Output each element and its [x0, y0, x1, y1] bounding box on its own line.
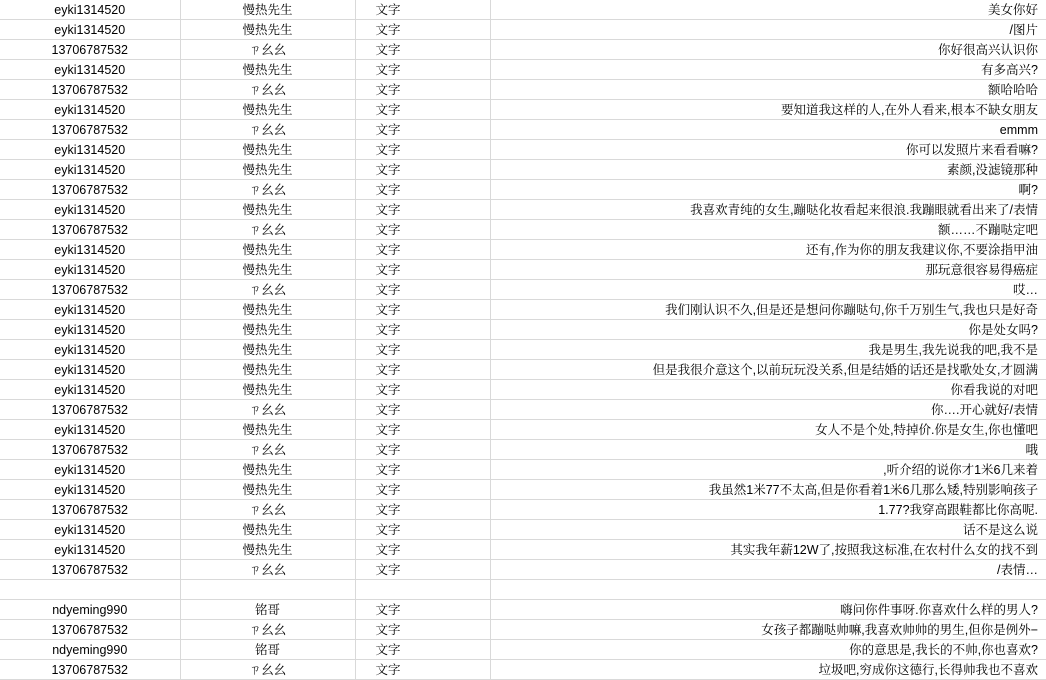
cell-account[interactable]: eyki1314520	[0, 140, 180, 160]
cell-type[interactable]: 文字	[355, 320, 490, 340]
cell-type[interactable]: 文字	[355, 260, 490, 280]
cell-type[interactable]: 文字	[355, 100, 490, 120]
cell-account[interactable]: eyki1314520	[0, 0, 180, 20]
cell-type[interactable]: 文字	[355, 500, 490, 520]
cell-message[interactable]: 哦	[490, 440, 1046, 460]
table-row[interactable]	[0, 260, 1046, 280]
cell-message[interactable]: 你好很高兴认识你	[490, 40, 1046, 60]
cell-type[interactable]: 文字	[355, 520, 490, 540]
table-row[interactable]	[0, 140, 1046, 160]
cell-type[interactable]: 文字	[355, 460, 490, 480]
table-row[interactable]	[0, 540, 1046, 560]
table-row[interactable]	[0, 600, 1046, 620]
cell-account[interactable]: 13706787532	[0, 660, 180, 680]
cell-type[interactable]: 文字	[355, 360, 490, 380]
cell-message[interactable]: 我喜欢青纯的女生,蹦哒化妆看起来很浪.我蹦眼就看出来了/表情	[490, 200, 1046, 220]
cell-type[interactable]: 文字	[355, 60, 490, 80]
cell-message[interactable]: 哎…	[490, 280, 1046, 300]
cell-message[interactable]: 女人不是个处,特掉价.你是女生,你也懂吧	[490, 420, 1046, 440]
table-row[interactable]	[0, 400, 1046, 420]
table-row[interactable]	[0, 380, 1046, 400]
cell-account[interactable]: eyki1314520	[0, 200, 180, 220]
table-row[interactable]	[0, 440, 1046, 460]
cell-nickname[interactable]: ㄗ幺幺	[180, 280, 355, 300]
cell-account[interactable]: eyki1314520	[0, 520, 180, 540]
cell-nickname[interactable]: 慢热先生	[180, 380, 355, 400]
cell-nickname[interactable]: 慢热先生	[180, 260, 355, 280]
cell-nickname[interactable]: 慢热先生	[180, 160, 355, 180]
cell-nickname[interactable]: ㄗ幺幺	[180, 180, 355, 200]
cell-nickname[interactable]: 慢热先生	[180, 20, 355, 40]
cell-type[interactable]: 文字	[355, 300, 490, 320]
cell-message[interactable]: 还有,作为你的朋友我建议你,不要涂指甲油	[490, 240, 1046, 260]
cell-account[interactable]: 13706787532	[0, 280, 180, 300]
cell-type[interactable]: 文字	[355, 660, 490, 680]
cell-account[interactable]: eyki1314520	[0, 340, 180, 360]
cell-nickname[interactable]: 慢热先生	[180, 360, 355, 380]
cell-message[interactable]: 你的意思是,我长的不帅,你也喜欢?	[490, 640, 1046, 660]
cell-account[interactable]: eyki1314520	[0, 460, 180, 480]
cell-type[interactable]: 文字	[355, 0, 490, 20]
cell-account[interactable]: 13706787532	[0, 500, 180, 520]
cell-account[interactable]: eyki1314520	[0, 100, 180, 120]
cell-type[interactable]	[355, 580, 490, 600]
table-row[interactable]	[0, 60, 1046, 80]
cell-message[interactable]: 要知道我这样的人,在外人看来,根本不缺女朋友	[490, 100, 1046, 120]
cell-message[interactable]: 你看我说的对吧	[490, 380, 1046, 400]
cell-account[interactable]: 13706787532	[0, 80, 180, 100]
cell-type[interactable]: 文字	[355, 240, 490, 260]
cell-type[interactable]: 文字	[355, 380, 490, 400]
cell-nickname[interactable]: ㄗ幺幺	[180, 400, 355, 420]
cell-account[interactable]: 13706787532	[0, 440, 180, 460]
cell-nickname[interactable]	[180, 580, 355, 600]
cell-nickname[interactable]: 慢热先生	[180, 480, 355, 500]
cell-account[interactable]: 13706787532	[0, 220, 180, 240]
cell-nickname[interactable]: 慢热先生	[180, 0, 355, 20]
cell-nickname[interactable]: ㄗ幺幺	[180, 220, 355, 240]
cell-nickname[interactable]: ㄗ幺幺	[180, 40, 355, 60]
cell-type[interactable]: 文字	[355, 20, 490, 40]
cell-message[interactable]: 话不是这么说	[490, 520, 1046, 540]
cell-type[interactable]: 文字	[355, 620, 490, 640]
table-row[interactable]	[0, 40, 1046, 60]
cell-nickname[interactable]: ㄗ幺幺	[180, 620, 355, 640]
cell-account[interactable]: eyki1314520	[0, 160, 180, 180]
cell-account[interactable]: eyki1314520	[0, 420, 180, 440]
cell-message[interactable]	[490, 580, 1046, 600]
cell-account[interactable]: eyki1314520	[0, 260, 180, 280]
table-row[interactable]	[0, 160, 1046, 180]
cell-account[interactable]	[0, 580, 180, 600]
cell-nickname[interactable]: 慢热先生	[180, 60, 355, 80]
cell-account[interactable]: ndyeming990	[0, 600, 180, 620]
cell-nickname[interactable]: 慢热先生	[180, 340, 355, 360]
cell-message[interactable]: 1.77?我穿高跟鞋都比你高呢.	[490, 500, 1046, 520]
cell-nickname[interactable]: 慢热先生	[180, 420, 355, 440]
cell-type[interactable]: 文字	[355, 120, 490, 140]
cell-account[interactable]: eyki1314520	[0, 300, 180, 320]
cell-message[interactable]: 你可以发照片来看看嘛?	[490, 140, 1046, 160]
cell-message[interactable]: 那玩意很容易得癌症	[490, 260, 1046, 280]
cell-nickname[interactable]: 慢热先生	[180, 540, 355, 560]
cell-nickname[interactable]: ㄗ幺幺	[180, 80, 355, 100]
cell-message[interactable]: 嗨问你件事呀.你喜欢什么样的男人?	[490, 600, 1046, 620]
table-row[interactable]	[0, 480, 1046, 500]
cell-account[interactable]: 13706787532	[0, 620, 180, 640]
cell-type[interactable]: 文字	[355, 280, 490, 300]
cell-message[interactable]: 我是男生,我先说我的吧,我不是	[490, 340, 1046, 360]
cell-type[interactable]: 文字	[355, 640, 490, 660]
cell-nickname[interactable]: 慢热先生	[180, 320, 355, 340]
cell-nickname[interactable]: ㄗ幺幺	[180, 660, 355, 680]
cell-type[interactable]: 文字	[355, 400, 490, 420]
cell-account[interactable]: eyki1314520	[0, 360, 180, 380]
table-row[interactable]	[0, 520, 1046, 540]
table-row[interactable]	[0, 420, 1046, 440]
table-row[interactable]	[0, 560, 1046, 580]
cell-nickname[interactable]: ㄗ幺幺	[180, 440, 355, 460]
cell-message[interactable]: 啊?	[490, 180, 1046, 200]
table-row[interactable]	[0, 80, 1046, 100]
table-row[interactable]	[0, 180, 1046, 200]
cell-account[interactable]: eyki1314520	[0, 380, 180, 400]
cell-account[interactable]: 13706787532	[0, 180, 180, 200]
table-row[interactable]	[0, 0, 1046, 20]
table-row[interactable]	[0, 320, 1046, 340]
cell-message[interactable]: 美女你好	[490, 0, 1046, 20]
cell-type[interactable]: 文字	[355, 420, 490, 440]
cell-nickname[interactable]: ㄗ幺幺	[180, 500, 355, 520]
cell-account[interactable]: eyki1314520	[0, 540, 180, 560]
cell-account[interactable]: 13706787532	[0, 560, 180, 580]
cell-nickname[interactable]: 慢热先生	[180, 140, 355, 160]
cell-nickname[interactable]: ㄗ幺幺	[180, 560, 355, 580]
cell-nickname[interactable]: 慢热先生	[180, 460, 355, 480]
cell-account[interactable]: eyki1314520	[0, 60, 180, 80]
cell-type[interactable]: 文字	[355, 540, 490, 560]
cell-account[interactable]: ndyeming990	[0, 640, 180, 660]
table-row[interactable]	[0, 620, 1046, 640]
cell-type[interactable]: 文字	[355, 440, 490, 460]
cell-nickname[interactable]: 慢热先生	[180, 100, 355, 120]
cell-message[interactable]: /图片	[490, 20, 1046, 40]
table-row[interactable]	[0, 300, 1046, 320]
cell-type[interactable]: 文字	[355, 480, 490, 500]
cell-type[interactable]: 文字	[355, 340, 490, 360]
cell-type[interactable]: 文字	[355, 220, 490, 240]
table-row[interactable]	[0, 100, 1046, 120]
table-row[interactable]	[0, 460, 1046, 480]
cell-type[interactable]: 文字	[355, 40, 490, 60]
cell-nickname[interactable]: 慢热先生	[180, 240, 355, 260]
cell-message[interactable]: 额哈哈哈	[490, 80, 1046, 100]
table-row[interactable]	[0, 360, 1046, 380]
cell-type[interactable]: 文字	[355, 600, 490, 620]
cell-message[interactable]: /表情…	[490, 560, 1046, 580]
cell-message[interactable]: 素颜,没滤镜那种	[490, 160, 1046, 180]
cell-account[interactable]: 13706787532	[0, 400, 180, 420]
cell-nickname[interactable]: ㄗ幺幺	[180, 120, 355, 140]
cell-nickname[interactable]: 铭哥	[180, 600, 355, 620]
cell-nickname[interactable]: 慢热先生	[180, 300, 355, 320]
cell-type[interactable]: 文字	[355, 140, 490, 160]
table-row[interactable]	[0, 200, 1046, 220]
cell-account[interactable]: eyki1314520	[0, 480, 180, 500]
cell-account[interactable]: 13706787532	[0, 40, 180, 60]
cell-message[interactable]: 垃圾吧,穷成你这德行,长得帅我也不喜欢	[490, 660, 1046, 680]
table-row[interactable]	[0, 220, 1046, 240]
cell-message[interactable]: 你是处女吗?	[490, 320, 1046, 340]
table-row[interactable]	[0, 660, 1046, 680]
cell-account[interactable]: eyki1314520	[0, 20, 180, 40]
cell-account[interactable]: eyki1314520	[0, 320, 180, 340]
table-row[interactable]	[0, 280, 1046, 300]
cell-nickname[interactable]: 慢热先生	[180, 200, 355, 220]
table-row[interactable]	[0, 120, 1046, 140]
cell-message[interactable]: emmm	[490, 120, 1046, 140]
cell-type[interactable]: 文字	[355, 80, 490, 100]
cell-message[interactable]: 你….开心就好/表情	[490, 400, 1046, 420]
cell-message[interactable]: 但是我很介意这个,以前玩玩没关系,但是结婚的话还是找歌处女,才圆满	[490, 360, 1046, 380]
table-row[interactable]	[0, 500, 1046, 520]
table-row[interactable]	[0, 580, 1046, 600]
cell-nickname[interactable]: 慢热先生	[180, 520, 355, 540]
table-row[interactable]	[0, 340, 1046, 360]
table-row[interactable]	[0, 240, 1046, 260]
cell-message[interactable]: 我们刚认识不久,但是还是想问你蹦哒句,你千万别生气,我也只是好奇	[490, 300, 1046, 320]
cell-message[interactable]: 其实我年薪12W了,按照我这标准,在农村什么女的找不到	[490, 540, 1046, 560]
table-row[interactable]	[0, 20, 1046, 40]
cell-message[interactable]: 我虽然1米77不太高,但是你看着1米6几那么矮,特别影响孩子	[490, 480, 1046, 500]
cell-message[interactable]: 女孩子都蹦哒帅嘛,我喜欢帅帅的男生,但你是例外−	[490, 620, 1046, 640]
cell-message[interactable]: 额……不蹦哒定吧	[490, 220, 1046, 240]
cell-account[interactable]: eyki1314520	[0, 240, 180, 260]
cell-message[interactable]: 有多高兴?	[490, 60, 1046, 80]
table-row[interactable]	[0, 640, 1046, 660]
cell-type[interactable]: 文字	[355, 180, 490, 200]
cell-type[interactable]: 文字	[355, 200, 490, 220]
cell-type[interactable]: 文字	[355, 560, 490, 580]
cell-type[interactable]: 文字	[355, 160, 490, 180]
cell-message[interactable]: ,听介绍的说你才1米6几来着	[490, 460, 1046, 480]
cell-nickname[interactable]: 铭哥	[180, 640, 355, 660]
cell-account[interactable]: 13706787532	[0, 120, 180, 140]
